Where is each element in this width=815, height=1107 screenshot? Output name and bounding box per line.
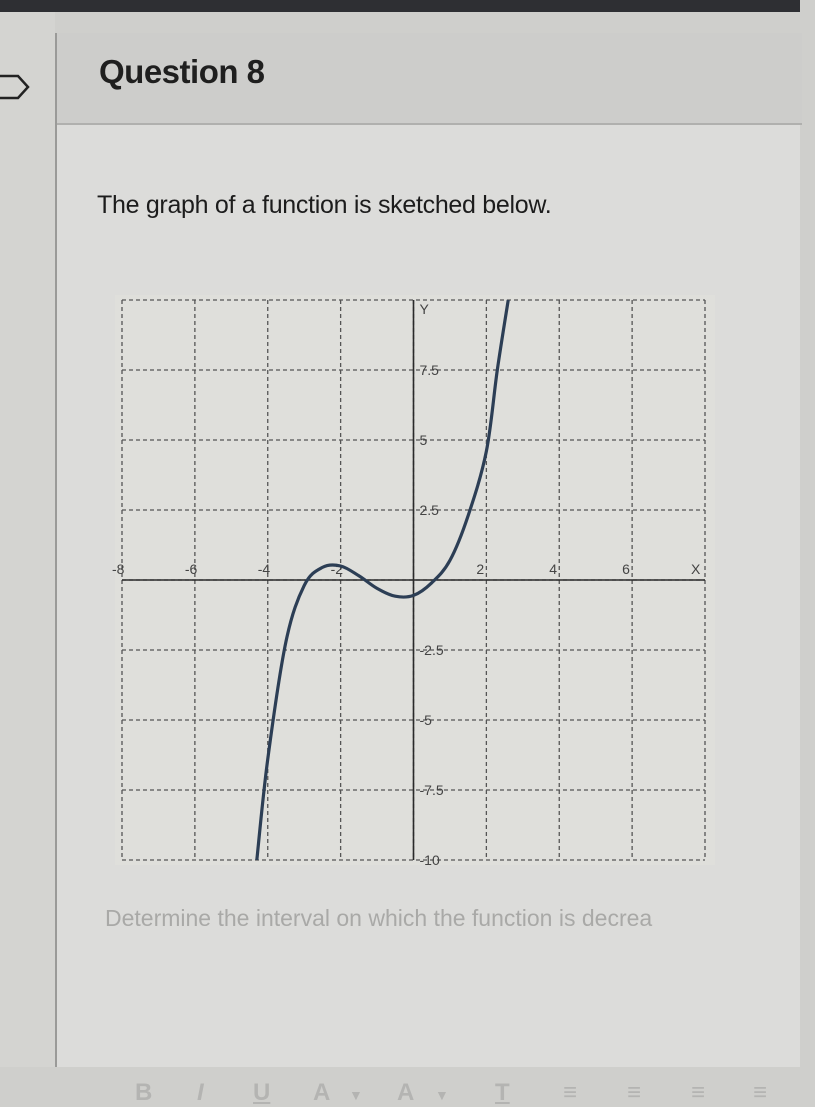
bold-button[interactable]: B	[135, 1079, 153, 1106]
align-left-button[interactable]: ≡	[563, 1079, 578, 1106]
italic-button[interactable]: I	[197, 1079, 204, 1106]
y-axis-label: Y	[419, 301, 429, 317]
editor-toolbar	[135, 1073, 815, 1106]
align-right-button[interactable]: ≡	[691, 1079, 706, 1106]
y-tick-label: -2.5	[419, 642, 444, 658]
align-center-button[interactable]: ≡	[627, 1079, 642, 1106]
justify-button[interactable]: ≡	[753, 1079, 768, 1106]
y-tick-label: 5	[419, 432, 428, 448]
x-tick-label: -4	[257, 561, 271, 577]
x-tick-label: 2	[476, 561, 485, 577]
y-tick-label: 2.5	[419, 502, 439, 518]
x-tick-label: 6	[622, 561, 630, 577]
underline-button[interactable]: U	[253, 1079, 271, 1106]
function-graph	[112, 295, 715, 868]
y-tick-label: -10	[419, 852, 440, 868]
left-margin	[0, 12, 55, 1067]
question-header	[57, 33, 802, 125]
x-axis-label: X	[691, 561, 701, 577]
followup-question: Determine the interval on which the function is decrea	[105, 905, 653, 931]
question-title: Question 8	[99, 53, 265, 90]
highlight-color-button[interactable]: A	[397, 1079, 415, 1106]
x-tick-label: 4	[549, 561, 558, 577]
x-tick-label: -8	[112, 561, 125, 577]
question-prompt: The graph of a function is sketched below.	[97, 191, 552, 219]
question-card	[55, 33, 800, 1106]
text-style-button[interactable]: T	[495, 1079, 510, 1106]
font-color-dropdown-icon[interactable]: ▼	[349, 1087, 363, 1103]
font-color-button[interactable]: A	[313, 1079, 331, 1106]
x-tick-label: -6	[184, 561, 198, 577]
highlight-dropdown-icon[interactable]: ▼	[435, 1087, 449, 1103]
question-flag-icon[interactable]	[0, 74, 30, 100]
y-tick-label: -5	[419, 712, 432, 728]
x-tick-label: -2	[330, 561, 344, 577]
y-tick-label: 7.5	[419, 362, 439, 378]
y-tick-label: -7.5	[419, 782, 444, 798]
window-top-strip	[0, 0, 800, 12]
